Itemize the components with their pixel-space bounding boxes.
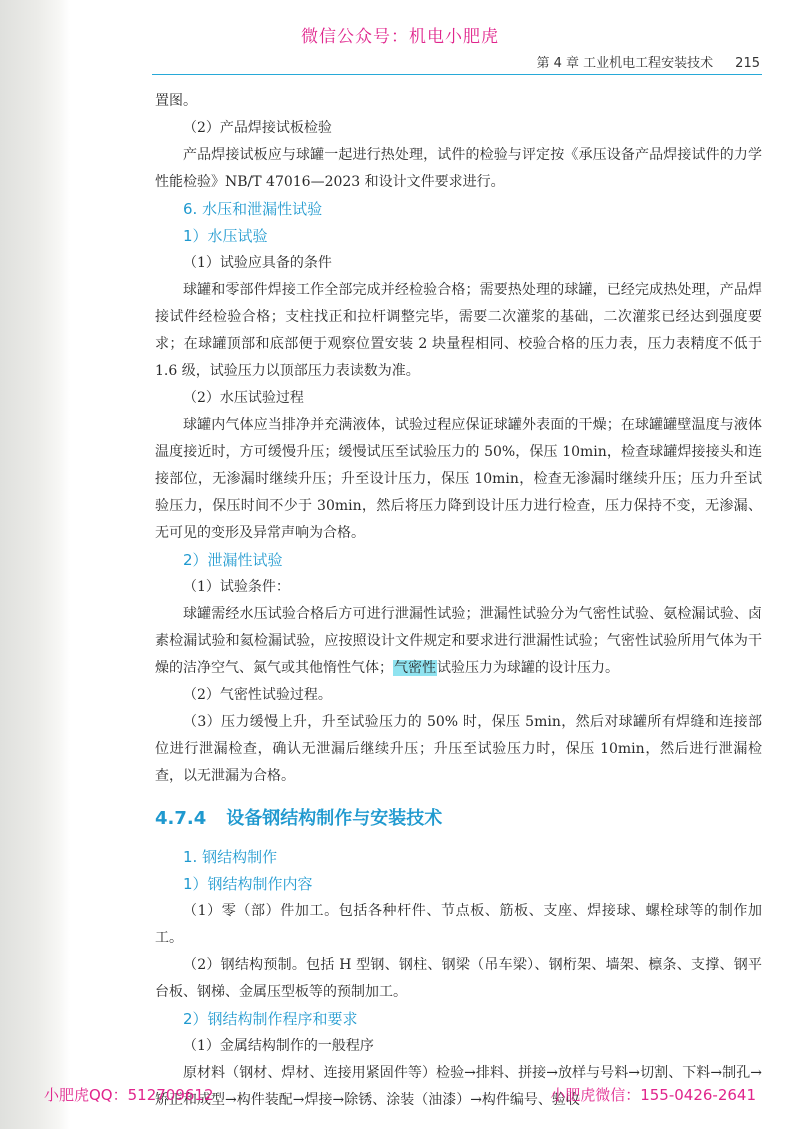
subheading: 1）钢结构制作内容 bbox=[183, 875, 313, 893]
top-watermark: 微信公众号：机电小肥虎 bbox=[301, 27, 499, 47]
page-body bbox=[155, 88, 762, 1114]
item-heading: （1）试验应具备的条件 bbox=[183, 255, 332, 271]
book-spine-shadow bbox=[0, 0, 70, 1129]
subheading: 1. 钢结构制作 bbox=[183, 848, 278, 866]
paragraph bbox=[155, 601, 762, 682]
paragraph: （1）零（部）件加工。包括各种杆件、节点板、筋板、支座、焊接球、螺栓球等的制作加工。 bbox=[155, 903, 762, 946]
chapter-title: 第 4 章 工业机电工程安装技术 bbox=[536, 56, 714, 71]
paragraph-text: 试验压力为球罐的设计压力。 bbox=[437, 660, 619, 676]
subheading: 2）钢结构制作程序和要求 bbox=[183, 1010, 358, 1028]
body-blocks-part2 bbox=[155, 844, 762, 1114]
paragraph: 球罐和零部件焊接工作全部完成并经检验合格；需要热处理的球罐，已经完成热处理，产品焊接试件经检验合格；支柱找正和拉杆调整完毕，需要二次灌浆的基础，二次灌浆已经达到强度要求；在球罐顶部和底部便于观察位置安装 2 块量程相同、校验合格的压力表，压力表精度不低于 1.6 级，试验压力以顶部压力表读数为准。 bbox=[155, 282, 762, 379]
subheading: 6. 水压和泄漏性试验 bbox=[183, 200, 323, 218]
page-number: 215 bbox=[735, 56, 760, 71]
bottom-right-watermark: 小肥虎微信：155-0426-2641 bbox=[550, 1086, 756, 1104]
item-heading: （2）气密性试验过程。 bbox=[183, 687, 332, 703]
item-heading: （2）产品焊接试板检验 bbox=[183, 120, 332, 136]
highlighted-text: 气密性 bbox=[394, 660, 436, 676]
paragraph: （2）钢结构预制。包括 H 型钢、钢柱、钢梁（吊车梁）、钢桁架、墙架、檩条、支撑、钢平台板、钢梯、金属压型板等的预制加工。 bbox=[155, 957, 762, 1000]
paragraph: 球罐内气体应当排净并充满液体，试验过程应保证球罐外表面的干燥；在球罐罐壁温度与液体温度接近时，方可缓慢升压；缓慢试压至试验压力的 50%，保压 10min，检查球罐焊接接头和连接部位，无渗漏时继续升压；升至设计压力，保压 10min，检查无渗漏时继续升压；压力升至试验压力，保压时间不少于 30min，然后将压力降到设计压力进行检查，压力保持不变，无渗漏、无可见的变形及异常声响为合格。 bbox=[155, 417, 762, 541]
subheading: 2）泄漏性试验 bbox=[183, 551, 283, 569]
paragraph: 原材料（钢材、焊材、连接用紧固件等）检验→排料、拼接→放样与号料→切割、下料→制孔→矫正和成型→构件装配→焊接→除锈、涂装（油漆）→构件编号、验收 bbox=[155, 1065, 762, 1108]
section-number: 4.7.4 bbox=[155, 808, 207, 829]
paragraph-text: 球罐需经水压试验合格后方可进行泄漏性试验；泄漏性试验分为气密性试验、氨检漏试验、卤素检漏试验和氦检漏试验，应按照设计文件规定和要求进行泄漏性试验；气密性试验所用气体为干燥的洁净空气、氮气或其他惰性气体； bbox=[155, 606, 762, 676]
bottom-left-watermark: 小肥虎QQ：512709612 bbox=[44, 1086, 214, 1104]
body-blocks-part1 bbox=[155, 88, 762, 790]
section-title: 设备钢结构制作与安装技术 bbox=[226, 808, 443, 829]
item-heading: （2）水压试验过程 bbox=[183, 390, 304, 406]
running-header bbox=[537, 52, 761, 71]
paragraph: 产品焊接试板应与球罐一起进行热处理，试件的检验与评定按《承压设备产品焊接试件的力学性能检验》NB/T 47016—2023 和设计文件要求进行。 bbox=[155, 147, 762, 190]
item-heading: （1）试验条件： bbox=[183, 579, 290, 595]
section-heading bbox=[155, 804, 762, 834]
item-heading: （1）金属结构制作的一般程序 bbox=[183, 1038, 374, 1054]
paragraph: （3）压力缓慢上升，升至试验压力的 50% 时，保压 5min，然后对球罐所有焊缝和连接部位进行泄漏检查，确认无泄漏后继续升压；升压至试验压力时，保压 10min，然后进行泄漏检查，以无泄漏为合格。 bbox=[155, 714, 762, 784]
subheading: 1）水压试验 bbox=[183, 227, 268, 245]
header-rule bbox=[152, 74, 762, 75]
paragraph: 置图。 bbox=[155, 93, 197, 109]
